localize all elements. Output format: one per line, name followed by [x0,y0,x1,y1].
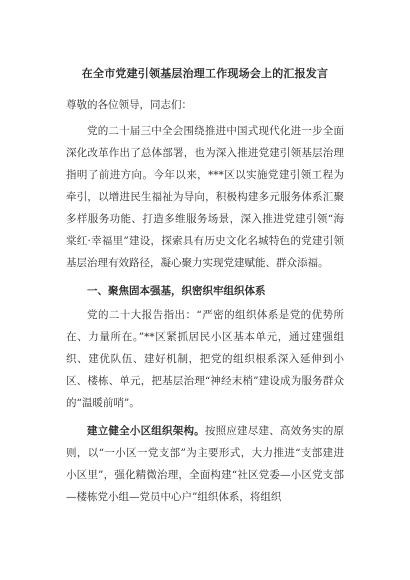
paragraph-intro: 党的二十届三中全会围绕推进中国式现代化进一步全面深化改革作出了总体部署，也为深入推进党建引领基层治理指明了前进方向。今年以来，***区以实施党建引领工程为牵引，以增进民生福祉为导向，积极构建多元服务体系汇聚多样服务功能、打造多维服务场景，深入推进党建引领“海棠红·幸福里”建设，探索具有历史文化名城特色的党建引领基层治理有效路径，凝心聚力实现党建赋能、群众添福。 [66,125,344,269]
section-heading-1: 一、聚焦固本强基，织密织牢组织体系 [87,285,266,297]
paragraph-lead: 建立健全小区组织架构。 [87,425,205,437]
salutation: 尊敬的各位领导，同志们： [66,99,192,111]
paragraph-section-1: 党的二十大报告指出：“严密的组织体系是党的优势所在、力量所在。”**区紧抓居民小区基本单元，通过建强组织、建优队伍、建好机制，把党的组织根系深入延伸到小区、楼栋、单元，把基层治理“神经末梢”建设成为服务群众的“温暖前哨”。 [66,309,344,409]
paragraph-body: 按照应建尽建、高效务实的原则，以“一小区一党支部”为主要形式，大力推进“支部建进小区里”，强化精微治理，全面构建“社区党委—小区党支部—楼栋党小组—党员中心户”组织体系，将组织 [66,425,345,503]
paragraph-section-1-detail [66,420,344,508]
document-title: 在全市党建引领基层治理工作现场会上的汇报发言 [81,67,329,80]
